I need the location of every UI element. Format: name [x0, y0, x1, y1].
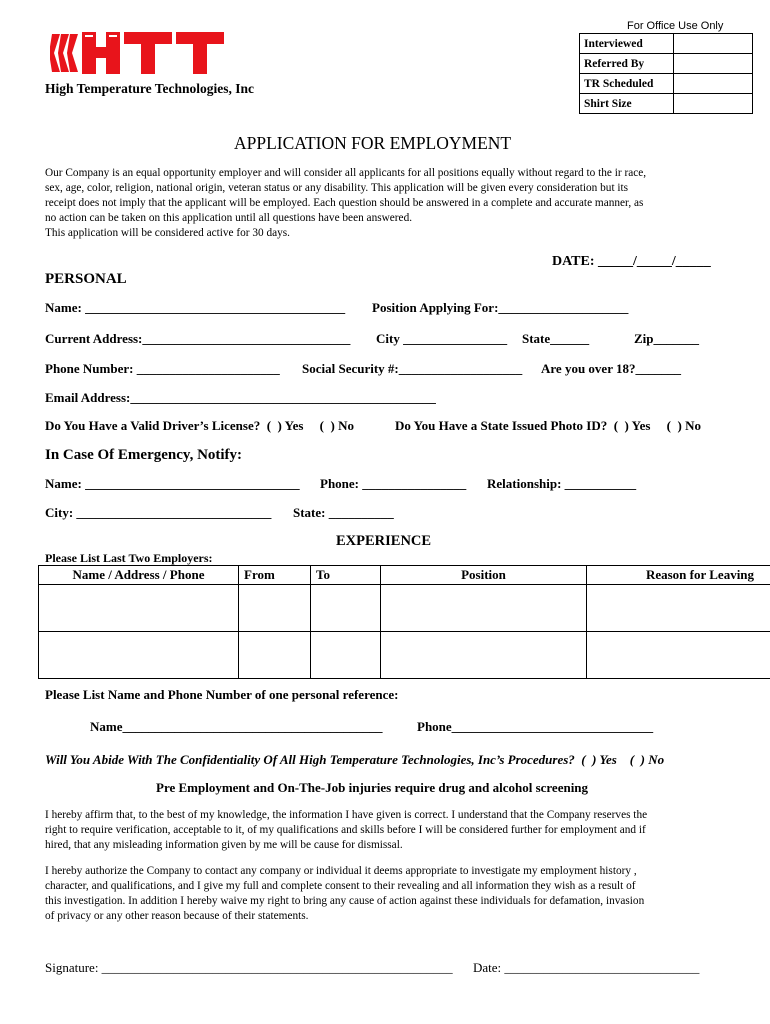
intro-line: Our Company is an equal opportunity employer and will consider all applicants for all positions equally without regard to the ir race,: [45, 167, 647, 179]
column-header: Reason for Leaving: [587, 566, 770, 585]
state-field[interactable]: State______: [522, 331, 590, 346]
column-header: From: [239, 566, 311, 585]
phone-field[interactable]: Phone Number: ______________________: [45, 361, 280, 376]
emergency-phone-field[interactable]: Phone: ________________: [320, 476, 467, 491]
name-field[interactable]: Name: ________________________________________: [45, 300, 346, 315]
drivers-license-question[interactable]: Do You Have a Valid Driver’s License? ( ) Yes ( ) No: [45, 418, 354, 433]
signature-field[interactable]: Signature: ______________________________________________________: [45, 960, 453, 975]
office-row-field[interactable]: [674, 74, 753, 94]
table-cell[interactable]: [381, 585, 587, 632]
emergency-relationship-field[interactable]: Relationship: ___________: [487, 476, 637, 491]
office-row-field[interactable]: [674, 54, 753, 74]
authorize-line: I hereby authorize the Company to contact any company or individual it deems appropriate to investigate my employment history ,: [45, 865, 637, 877]
office-use-label: For Office Use Only: [627, 20, 724, 32]
ssn-field[interactable]: Social Security #:___________________: [302, 361, 523, 376]
address-field[interactable]: Current Address:________________________________: [45, 331, 351, 346]
table-cell[interactable]: [39, 585, 239, 632]
table-row: [39, 585, 770, 632]
company-name: High Temperature Technologies, Inc: [45, 81, 255, 96]
city-field[interactable]: City ________________: [376, 331, 508, 346]
reference-label: Please List Name and Phone Number of one personal reference:: [45, 687, 399, 702]
affirm-line: I hereby affirm that, to the best of my knowledge, the information I have given is correct. I understand that the Company reserves the: [45, 809, 648, 821]
office-use-table: [579, 33, 753, 114]
signature-date-field[interactable]: Date: ______________________________: [473, 960, 700, 975]
zip-field[interactable]: Zip_______: [634, 331, 700, 346]
table-cell[interactable]: [587, 632, 770, 679]
column-header: To: [311, 566, 381, 585]
state-id-question[interactable]: Do You Have a State Issued Photo ID? ( ) Yes ( ) No: [395, 418, 701, 433]
authorize-line: of privacy or any other reason because of their statements.: [45, 910, 309, 922]
drug-screening-notice: Pre Employment and On-The-Job injuries require drug and alcohol screening: [156, 780, 589, 795]
position-field[interactable]: Position Applying For:____________________: [372, 300, 629, 315]
email-field[interactable]: Email Address:_______________________________________________: [45, 390, 436, 405]
authorize-line: this investigation. In addition I hereby waive my right to bring any cause of action against these individuals for defamation, invasion: [45, 895, 645, 907]
intro-line: This application will be considered active for 30 days.: [45, 227, 291, 239]
form-title: APPLICATION FOR EMPLOYMENT: [234, 133, 512, 153]
emergency-state-field[interactable]: State: __________: [293, 505, 394, 520]
office-row-label: Referred By: [580, 54, 674, 74]
table-cell[interactable]: [587, 585, 770, 632]
office-row-label: Shirt Size: [580, 94, 674, 114]
personal-heading: PERSONAL: [45, 271, 127, 287]
table-cell[interactable]: [311, 632, 381, 679]
table-row: [39, 632, 770, 679]
emergency-name-field[interactable]: Name: _________________________________: [45, 476, 300, 491]
intro-line: receipt does not imply that the applicant will be employed. Each question should be answered in a complete and accurate manner, as: [45, 197, 644, 209]
column-header: Name / Address / Phone: [39, 566, 239, 585]
column-header: Position: [381, 566, 587, 585]
table-cell[interactable]: [311, 585, 381, 632]
htt-logo: [50, 28, 226, 78]
over-18-field[interactable]: Are you over 18?_______: [541, 361, 681, 376]
affirm-line: hired, that any misleading information given by me will be cause for dismissal.: [45, 839, 403, 851]
employers-label: Please List Last Two Employers:: [45, 551, 213, 565]
experience-heading: EXPERIENCE: [336, 533, 432, 549]
confidentiality-question[interactable]: Will You Abide With The Confidentiality Of All High Temperature Technologies, Inc’s Procedures? ( ) Yes ( ) No: [45, 752, 665, 767]
office-row-field[interactable]: [674, 94, 753, 114]
authorize-line: character, and qualifications, and I give my full and complete consent to their revealing and all information they wish as a result of: [45, 880, 636, 892]
office-row-label: TR Scheduled: [580, 74, 674, 94]
office-row-label: Interviewed: [580, 34, 674, 54]
emergency-heading: In Case Of Emergency, Notify:: [45, 447, 243, 463]
date-field[interactable]: DATE: _____/_____/_____: [552, 254, 711, 269]
affirm-line: right to require verification, acceptable to it, of my qualifications and skills before I will be considered further for employment and if: [45, 824, 646, 836]
table-cell[interactable]: [39, 632, 239, 679]
office-row-field[interactable]: [674, 34, 753, 54]
intro-line: no action can be taken on this application until all questions have been answered.: [45, 212, 413, 224]
employers-table: [38, 565, 770, 679]
reference-phone-field[interactable]: Phone_______________________________: [417, 719, 654, 734]
table-cell[interactable]: [239, 585, 311, 632]
table-cell[interactable]: [381, 632, 587, 679]
intro-line: sex, age, color, religion, national origin, veteran status or any disability. This application will be given every consideration but its: [45, 182, 629, 194]
reference-name-field[interactable]: Name________________________________________: [90, 719, 383, 734]
emergency-city-field[interactable]: City: ______________________________: [45, 505, 272, 520]
table-cell[interactable]: [239, 632, 311, 679]
